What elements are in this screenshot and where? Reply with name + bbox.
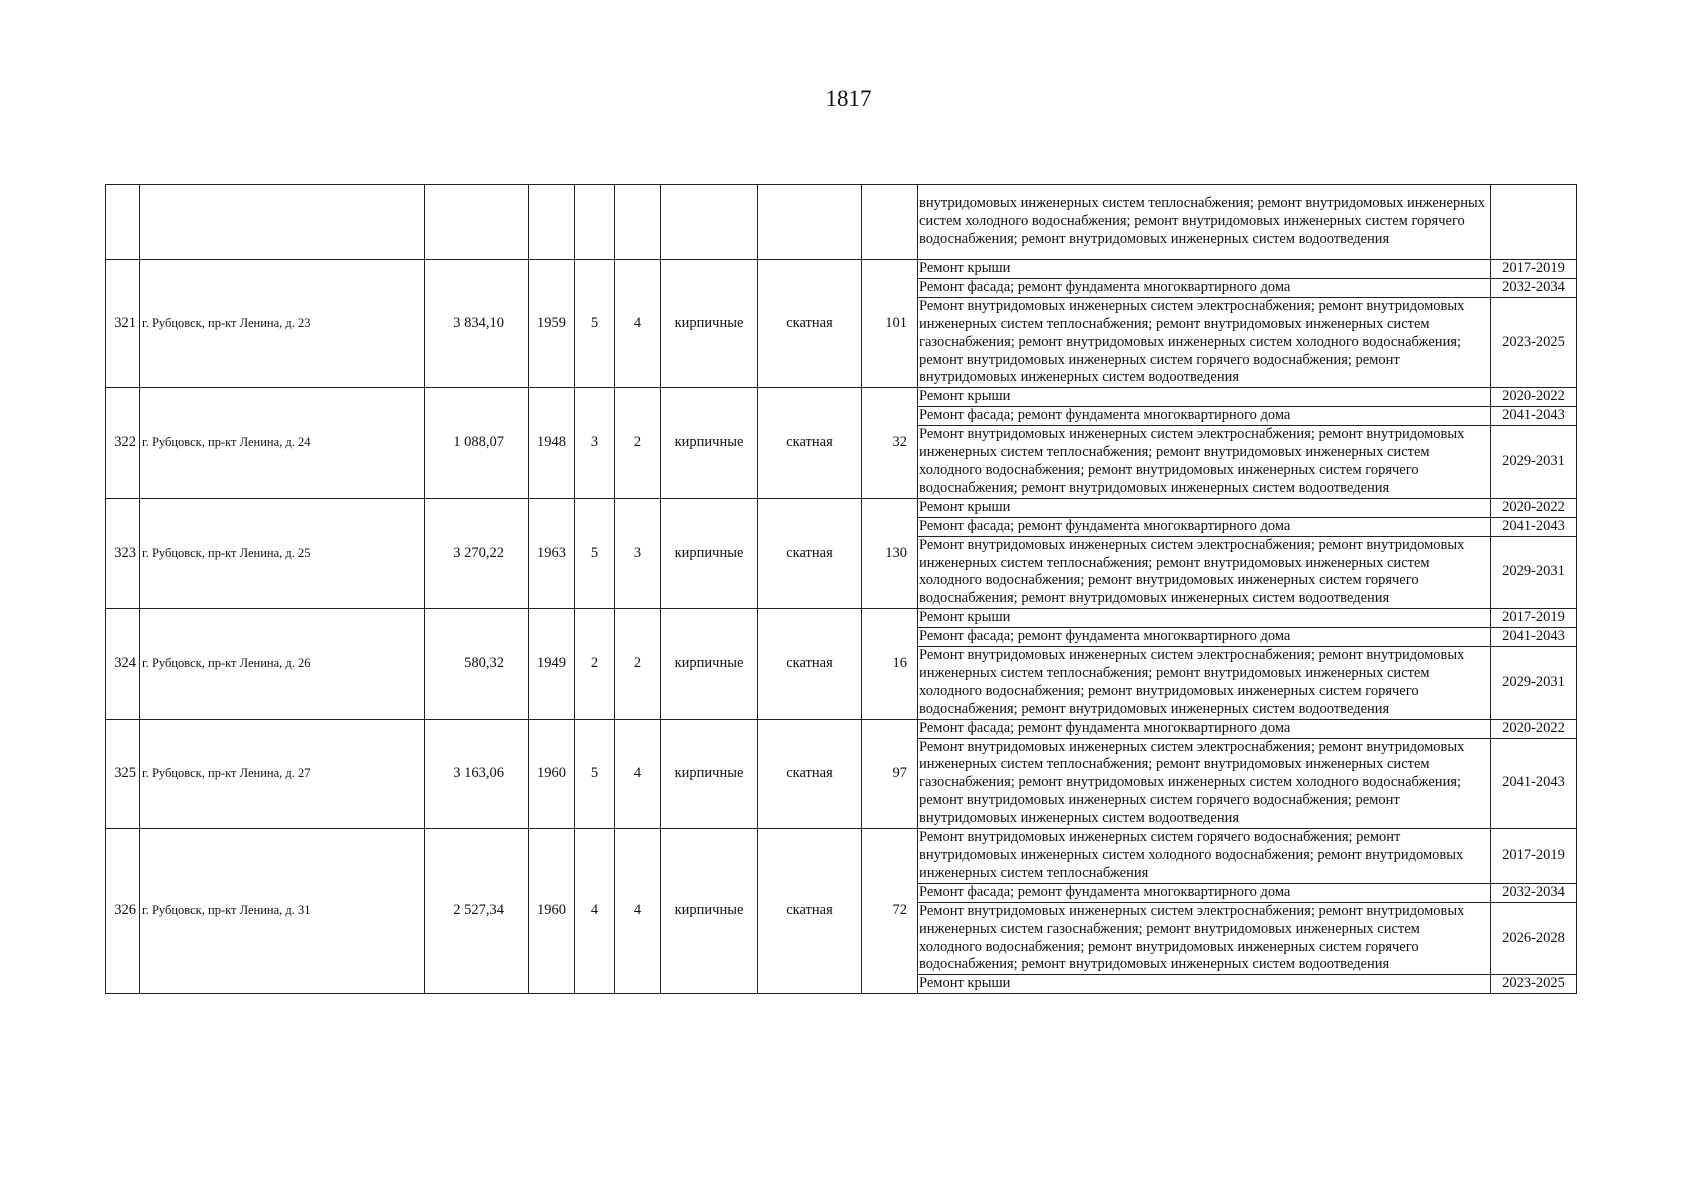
work-description: Ремонт внутридомовых инженерных систем электроснабжения; ремонт внутридомовых инженерных систем теплоснабжения; ремонт внутридомовых инженерных систем газоснабжения; ремонт внутридомовых инженерных систем холодного водоснабжения; ремонт внутридомовых инженерных систем горячего водоснабжения; ремонт внутридомовых инженерных систем водоотведения bbox=[918, 297, 1491, 388]
row-number: 321 bbox=[106, 260, 140, 388]
residents: 16 bbox=[862, 609, 918, 719]
continuation-row bbox=[106, 185, 1577, 260]
work-description: Ремонт крыши bbox=[918, 975, 1491, 994]
wall-material: кирпичные bbox=[661, 498, 758, 608]
total-area: 3 163,06 bbox=[425, 719, 529, 828]
address: г. Рубцовск, пр-кт Ленина, д. 24 bbox=[140, 388, 425, 498]
entrances: 4 bbox=[615, 260, 661, 388]
address: г. Рубцовск, пр-кт Ленина, д. 31 bbox=[140, 829, 425, 994]
residents: 72 bbox=[862, 829, 918, 994]
roof-type: скатная bbox=[758, 388, 862, 498]
table-row bbox=[106, 498, 1577, 517]
build-year: 1948 bbox=[529, 388, 575, 498]
floors: 3 bbox=[575, 388, 615, 498]
table-row bbox=[106, 719, 1577, 738]
work-period: 2029-2031 bbox=[1491, 647, 1577, 720]
entrances: 4 bbox=[615, 829, 661, 994]
work-period: 2041-2043 bbox=[1491, 738, 1577, 829]
work-description: Ремонт фасада; ремонт фундамента многоквартирного дома bbox=[918, 517, 1491, 536]
floors: 2 bbox=[575, 609, 615, 719]
work-period: 2017-2019 bbox=[1491, 260, 1577, 279]
work-period: 2020-2022 bbox=[1491, 498, 1577, 517]
total-area: 1 088,07 bbox=[425, 388, 529, 498]
row-number: 324 bbox=[106, 609, 140, 719]
work-period: 2032-2034 bbox=[1491, 883, 1577, 902]
work-period: 2023-2025 bbox=[1491, 975, 1577, 994]
table-row bbox=[106, 609, 1577, 628]
work-description: Ремонт крыши bbox=[918, 388, 1491, 407]
work-description: Ремонт внутридомовых инженерных систем горячего водоснабжения; ремонт внутридомовых инженерных систем холодного водоснабжения; ремонт внутридомовых инженерных систем теплоснабжения bbox=[918, 829, 1491, 884]
entrances: 2 bbox=[615, 609, 661, 719]
wall-material: кирпичные bbox=[661, 829, 758, 994]
total-area: 2 527,34 bbox=[425, 829, 529, 994]
row-number: 322 bbox=[106, 388, 140, 498]
residents: 130 bbox=[862, 498, 918, 608]
row-number: 326 bbox=[106, 829, 140, 994]
work-description: внутридомовых инженерных систем теплоснабжения; ремонт внутридомовых инженерных систем холодного водоснабжения; ремонт внутридомовых инженерных систем горячего водоснабжения; ремонт внутридомовых инженерных систем водоотведения bbox=[918, 185, 1491, 260]
work-period: 2041-2043 bbox=[1491, 517, 1577, 536]
entrances: 2 bbox=[615, 388, 661, 498]
work-description: Ремонт внутридомовых инженерных систем электроснабжения; ремонт внутридомовых инженерных систем теплоснабжения; ремонт внутридомовых инженерных систем холодного водоснабжения; ремонт внутридомовых инженерных систем горячего водоснабжения; ремонт внутридомовых инженерных систем водоотведения bbox=[918, 426, 1491, 499]
table-row bbox=[106, 260, 1577, 279]
work-description: Ремонт фасада; ремонт фундамента многоквартирного дома bbox=[918, 407, 1491, 426]
roof-type: скатная bbox=[758, 719, 862, 828]
wall-material: кирпичные bbox=[661, 388, 758, 498]
work-period: 2023-2025 bbox=[1491, 297, 1577, 388]
work-description: Ремонт фасада; ремонт фундамента многоквартирного дома bbox=[918, 278, 1491, 297]
work-period: 2032-2034 bbox=[1491, 278, 1577, 297]
residents: 101 bbox=[862, 260, 918, 388]
work-description: Ремонт крыши bbox=[918, 260, 1491, 279]
work-period: 2029-2031 bbox=[1491, 536, 1577, 609]
build-year: 1949 bbox=[529, 609, 575, 719]
build-year: 1960 bbox=[529, 719, 575, 828]
row-number: 323 bbox=[106, 498, 140, 608]
work-period: 2041-2043 bbox=[1491, 628, 1577, 647]
build-year: 1960 bbox=[529, 829, 575, 994]
work-period: 2017-2019 bbox=[1491, 829, 1577, 884]
residents: 97 bbox=[862, 719, 918, 828]
wall-material: кирпичные bbox=[661, 260, 758, 388]
roof-type: скатная bbox=[758, 260, 862, 388]
total-area: 3 270,22 bbox=[425, 498, 529, 608]
roof-type: скатная bbox=[758, 498, 862, 608]
work-period: 2020-2022 bbox=[1491, 719, 1577, 738]
work-description: Ремонт фасада; ремонт фундамента многоквартирного дома bbox=[918, 719, 1491, 738]
work-description: Ремонт внутридомовых инженерных систем электроснабжения; ремонт внутридомовых инженерных систем теплоснабжения; ремонт внутридомовых инженерных систем холодного водоснабжения; ремонт внутридомовых инженерных систем горячего водоснабжения; ремонт внутридомовых инженерных систем водоотведения bbox=[918, 536, 1491, 609]
work-period: 2017-2019 bbox=[1491, 609, 1577, 628]
residents: 32 bbox=[862, 388, 918, 498]
work-period: 2020-2022 bbox=[1491, 388, 1577, 407]
work-description: Ремонт внутридомовых инженерных систем электроснабжения; ремонт внутридомовых инженерных систем теплоснабжения; ремонт внутридомовых инженерных систем газоснабжения; ремонт внутридомовых инженерных систем холодного водоснабжения; ремонт внутридомовых инженерных систем горячего водоснабжения; ремонт внутридомовых инженерных систем водоотведения bbox=[918, 738, 1491, 829]
table-row bbox=[106, 829, 1577, 884]
work-description: Ремонт крыши bbox=[918, 609, 1491, 628]
build-year: 1959 bbox=[529, 260, 575, 388]
repair-schedule-table bbox=[105, 184, 1577, 994]
address: г. Рубцовск, пр-кт Ленина, д. 23 bbox=[140, 260, 425, 388]
floors: 5 bbox=[575, 719, 615, 828]
wall-material: кирпичные bbox=[661, 609, 758, 719]
page-number: 1817 bbox=[825, 86, 872, 111]
work-period: 2026-2028 bbox=[1491, 902, 1577, 975]
floors: 5 bbox=[575, 260, 615, 388]
roof-type: скатная bbox=[758, 829, 862, 994]
entrances: 4 bbox=[615, 719, 661, 828]
total-area: 3 834,10 bbox=[425, 260, 529, 388]
row-number: 325 bbox=[106, 719, 140, 828]
work-description: Ремонт внутридомовых инженерных систем электроснабжения; ремонт внутридомовых инженерных систем газоснабжения; ремонт внутридомовых инженерных систем холодного водоснабжения; ремонт внутридомовых инженерных систем горячего водоснабжения; ремонт внутридомовых инженерных систем водоотведения bbox=[918, 902, 1491, 975]
work-period: 2041-2043 bbox=[1491, 407, 1577, 426]
build-year: 1963 bbox=[529, 498, 575, 608]
table-row bbox=[106, 388, 1577, 407]
work-description: Ремонт фасада; ремонт фундамента многоквартирного дома bbox=[918, 883, 1491, 902]
work-description: Ремонт крыши bbox=[918, 498, 1491, 517]
address: г. Рубцовск, пр-кт Ленина, д. 25 bbox=[140, 498, 425, 608]
work-description: Ремонт внутридомовых инженерных систем электроснабжения; ремонт внутридомовых инженерных систем теплоснабжения; ремонт внутридомовых инженерных систем холодного водоснабжения; ремонт внутридомовых инженерных систем горячего водоснабжения; ремонт внутридомовых инженерных систем водоотведения bbox=[918, 647, 1491, 720]
address: г. Рубцовск, пр-кт Ленина, д. 26 bbox=[140, 609, 425, 719]
floors: 4 bbox=[575, 829, 615, 994]
wall-material: кирпичные bbox=[661, 719, 758, 828]
work-period: 2029-2031 bbox=[1491, 426, 1577, 499]
roof-type: скатная bbox=[758, 609, 862, 719]
total-area: 580,32 bbox=[425, 609, 529, 719]
entrances: 3 bbox=[615, 498, 661, 608]
work-description: Ремонт фасада; ремонт фундамента многоквартирного дома bbox=[918, 628, 1491, 647]
floors: 5 bbox=[575, 498, 615, 608]
address: г. Рубцовск, пр-кт Ленина, д. 27 bbox=[140, 719, 425, 828]
